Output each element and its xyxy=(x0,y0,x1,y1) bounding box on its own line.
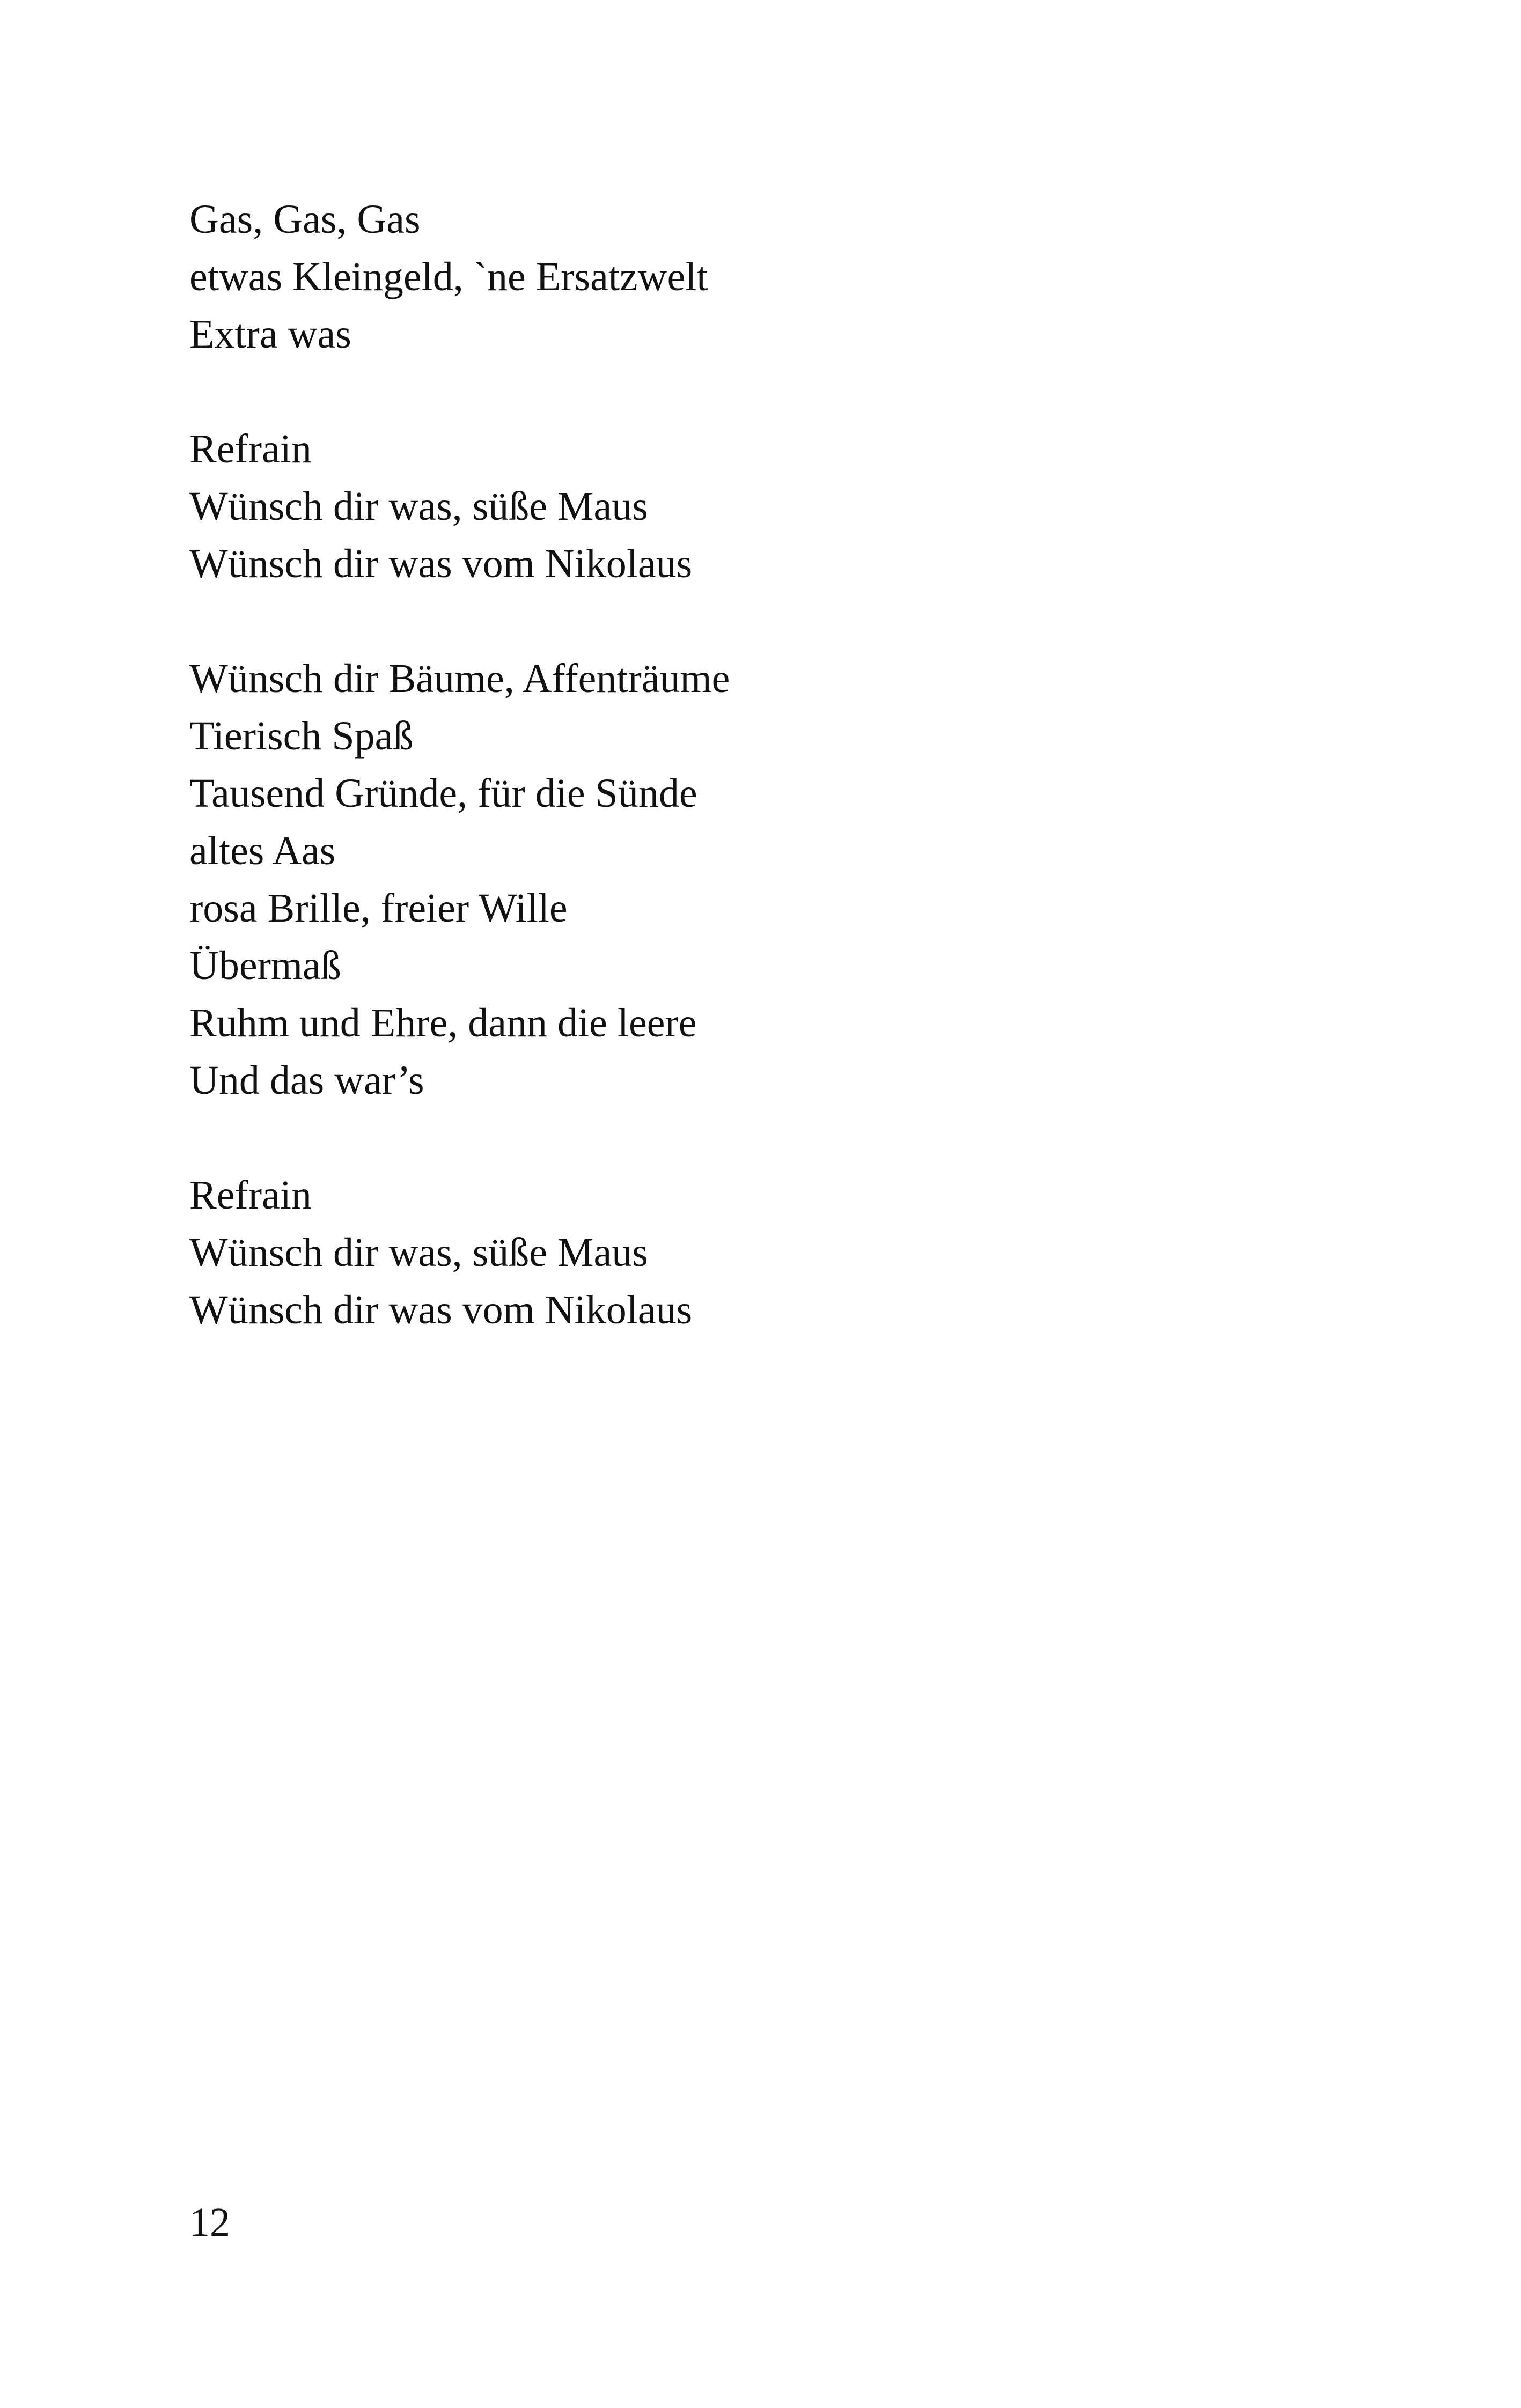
text-line: rosa Brille, freier Wille xyxy=(189,886,568,931)
text-line: Ruhm und Ehre, dann die leere xyxy=(189,1000,697,1045)
page-number: 12 xyxy=(189,2200,230,2245)
stanza-3 xyxy=(189,650,1370,1109)
text-line: etwas Kleingeld, `ne Ersatzwelt xyxy=(189,254,708,299)
text-line: altes Aas xyxy=(189,828,336,873)
text-line: Und das war’s xyxy=(189,1058,424,1103)
text-line: Übermaß xyxy=(189,943,341,988)
text-line: Wünsch dir was vom Nikolaus xyxy=(189,1287,693,1332)
text-line: Tausend Gründe, für die Sünde xyxy=(189,771,697,816)
text-line: Gas, Gas, Gas xyxy=(189,197,421,242)
text-line: Wünsch dir was, süße Maus xyxy=(189,484,648,529)
text-line: Extra was xyxy=(189,312,351,357)
text-line: Wünsch dir was vom Nikolaus xyxy=(189,541,693,586)
text-line: Wünsch dir Bäume, Affenträume xyxy=(189,656,730,701)
stanza-1 xyxy=(189,191,1370,363)
text-line: Tierisch Spaß xyxy=(189,713,414,759)
refrain-label: Refrain xyxy=(189,1173,312,1218)
refrain-label: Refrain xyxy=(189,426,312,472)
stanza-2-refrain xyxy=(189,421,1370,593)
song-text xyxy=(189,191,1370,1396)
stanza-4-refrain xyxy=(189,1167,1370,1339)
text-line: Wünsch dir was, süße Maus xyxy=(189,1230,648,1275)
